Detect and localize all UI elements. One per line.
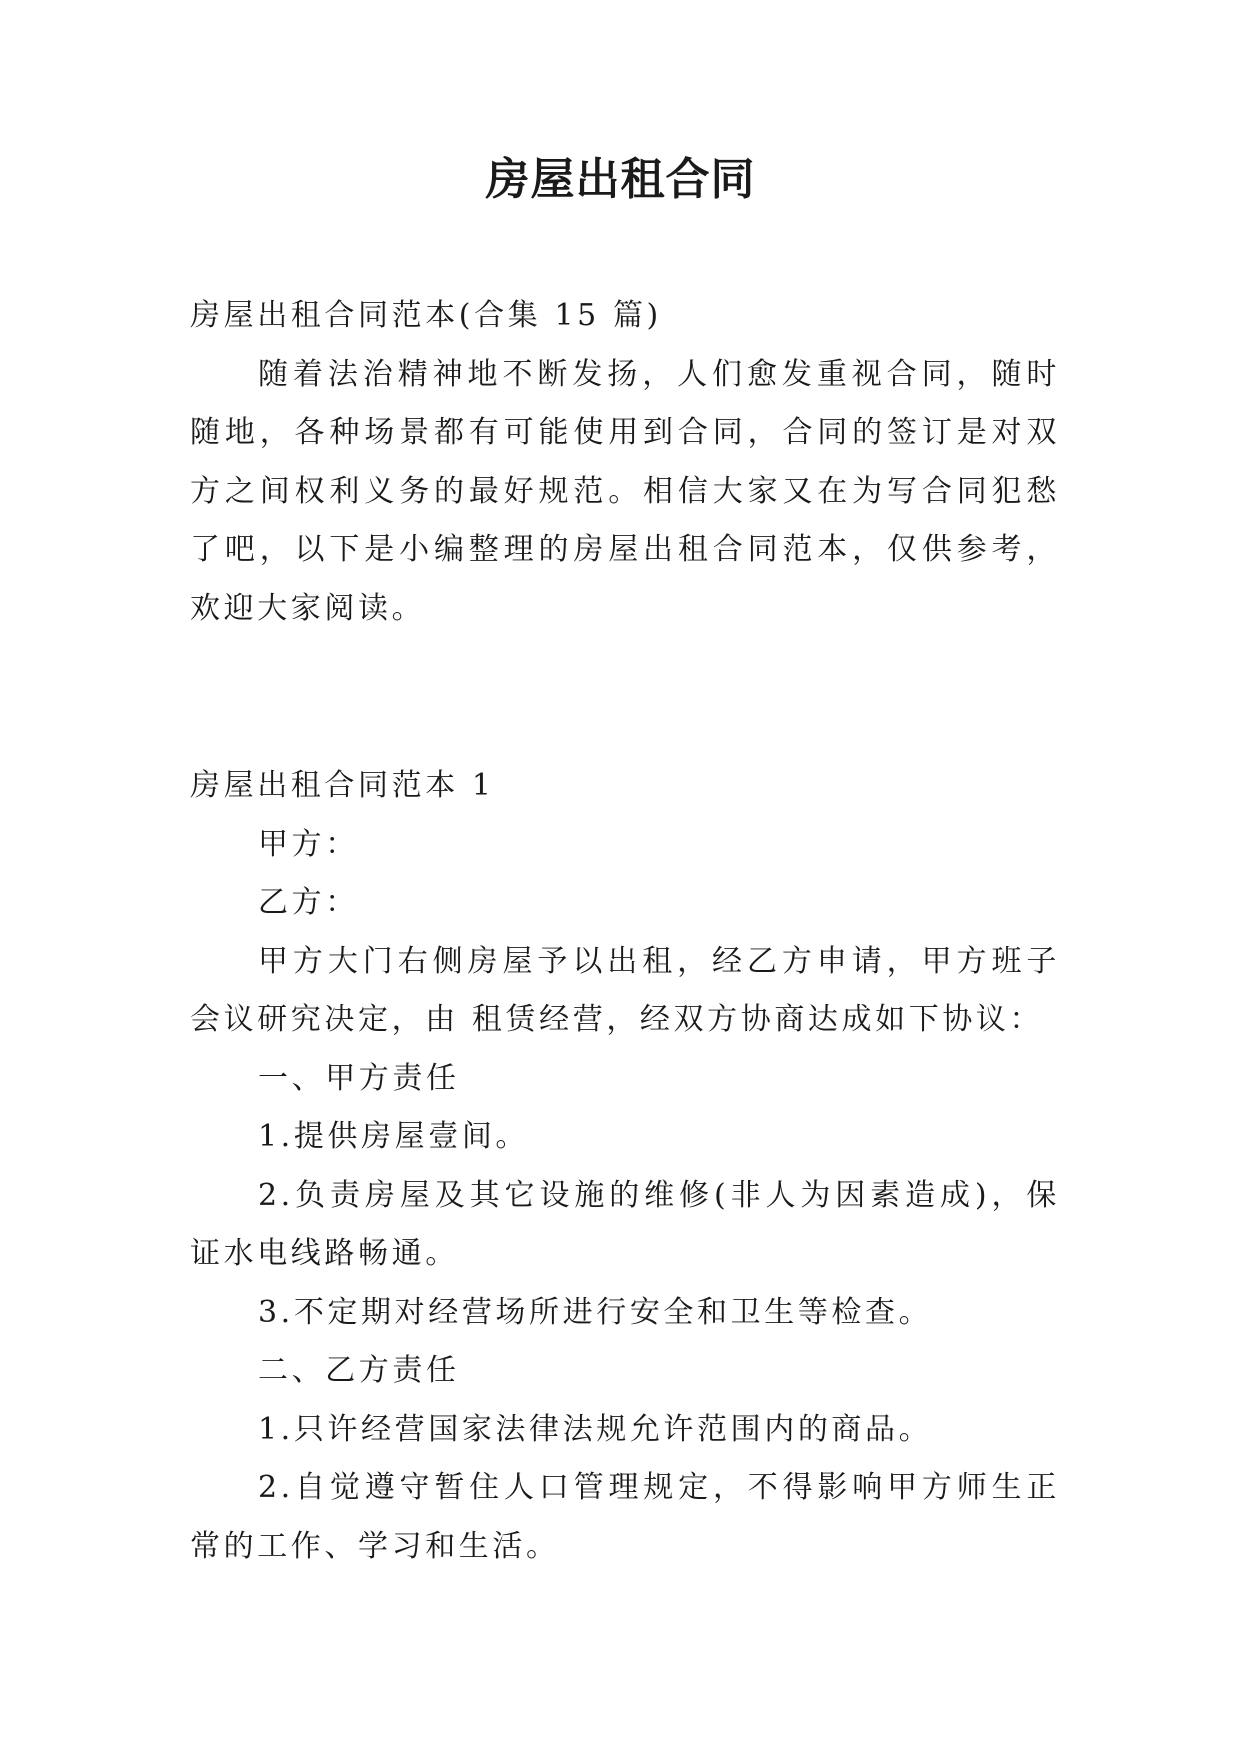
party-a-line: 甲方：: [258, 826, 359, 862]
document-title: 房屋出租合同: [485, 154, 756, 205]
section-2-title: 二、乙方责任: [258, 1353, 460, 1388]
party-b-line: 乙方：: [258, 885, 359, 920]
sample-1-section: [190, 757, 1060, 1576]
section-1-item: 3.不定期对经营场所进行安全和卫生等检查。: [258, 1294, 933, 1330]
section-2-item: 2.自觉遵守暂住人口管理规定，不得影响甲方师生正常的工作、学习和生活。: [190, 1470, 1060, 1564]
intro-section: [190, 287, 1060, 638]
section-1-item: 1.提供房屋壹间。: [258, 1119, 530, 1154]
sample-1-heading: 房屋出租合同范本 1: [190, 768, 495, 803]
section-2-item: 1.只许经营国家法律法规允许范围内的商品。: [258, 1411, 933, 1447]
section-1-title: 一、甲方责任: [258, 1060, 460, 1096]
preamble-paragraph: 甲方大门右侧房屋予以出租，经乙方申请，甲方班子会议研究决定，由 租赁经营，经双方协商达成如下协议：: [190, 943, 1060, 1037]
intro-paragraph: 随着法治精神地不断发扬，人们愈发重视合同，随时随地，各种场景都有可能使用到合同，合同的签订是对双方之间权利义务的最好规范。相信大家又在为写合同犯愁了吧，以下是小编整理的房屋出租合同范本，仅供参考，欢迎大家阅读。: [190, 356, 1060, 626]
document-subtitle: 房屋出租合同范本(合集 15 篇): [190, 298, 662, 333]
section-1-item: 2.负责房屋及其它设施的维修(非人为因素造成)，保证水电线路畅通。: [190, 1177, 1060, 1271]
